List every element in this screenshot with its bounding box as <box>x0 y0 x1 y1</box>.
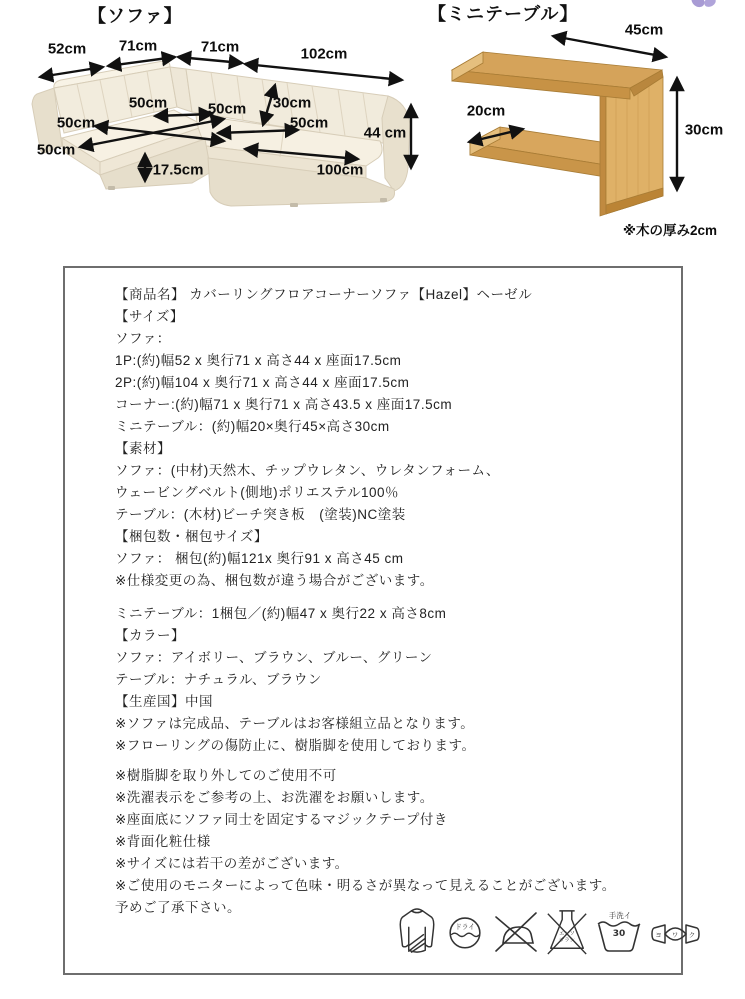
sofa-diagram-title: 【ソファ】 <box>88 6 183 26</box>
no-bleach-icon <box>544 902 590 960</box>
hand-wash-temp: 30 <box>612 929 626 939</box>
spec-line: ミニテーブル：1梱包／(約)幅47 x 奥行22 x 高さ8cm <box>115 606 447 621</box>
product-name-line: 【商品名】 カバーリングフロアコーナーソファ【Hazel】ヘーゼル <box>115 287 533 302</box>
wring-label-2: ワ <box>671 931 679 939</box>
note-line: ※ご使用のモニターによって色味・明るさが異なって見えることがございます。 <box>115 878 616 893</box>
dry-clean-icon <box>442 902 488 960</box>
decoration-petal <box>686 0 720 14</box>
spec-line: テーブル：(木材)ビーチ突き板 (塗装)NC塗装 <box>115 507 406 522</box>
spec-line: ソファ：アイボリー、ブラウン、ブルー、グリーン <box>115 650 433 665</box>
mini-table-diagram-title: 【ミニテーブル】 <box>428 4 579 24</box>
dimension-label: 50cm <box>128 94 168 112</box>
note-line: ※洗濯表示をご参考の上、お洗濯をお願いします。 <box>115 790 434 805</box>
spec-line: コーナー:(約)幅71 x 奥行71 x 高さ43.5 x 座面17.5cm <box>115 397 453 412</box>
spec-line: ミニテーブル：(約)幅20×奥行45×高さ30cm <box>115 419 390 434</box>
note-line: ※背面化粧仕様 <box>115 834 211 849</box>
spec-line: ソファ： 梱包(約)幅121x 奥行91 x 高さ45 cm <box>115 551 404 566</box>
packing-heading: 【梱包数・梱包サイズ】 <box>115 529 268 544</box>
care-icons-row <box>395 902 702 960</box>
note-line: ※樹脂脚を取り外してのご使用不可 <box>115 768 337 783</box>
dimension-label: 50cm <box>289 114 329 132</box>
hand-wash-icon <box>593 902 645 960</box>
mini-table-body <box>452 52 663 216</box>
spec-box <box>63 266 696 975</box>
no-bleach-label-1: エンソ <box>559 930 575 937</box>
note-line: ※ソファは完成品、テーブルはお客様組立品となります。 <box>115 716 475 731</box>
spec-line: 2P:(約)幅104 x 奥行71 x 高さ44 x 座面17.5cm <box>115 375 410 390</box>
no-bleach-label-2: サラシ <box>559 937 575 944</box>
note-line: ※サイズには若干の差がございます。 <box>115 856 349 871</box>
spec-line: 1P:(約)幅52 x 奥行71 x 高さ44 x 座面17.5cm <box>115 353 402 368</box>
dimension-label: 45cm <box>624 21 664 39</box>
dimension-label: 100cm <box>316 161 364 179</box>
note-line: ※フローリングの傷防止に、樹脂脚を使用しております。 <box>115 738 476 753</box>
spec-line: ソファ： <box>115 331 171 346</box>
dimension-label: 50cm <box>207 100 247 118</box>
dimension-label: 102cm <box>300 45 348 63</box>
dimension-label: 44 cm <box>363 124 407 142</box>
country-heading: 【生産国】中国 <box>115 694 213 709</box>
dimension-label: 20cm <box>466 102 506 120</box>
dimension-label: 30cm <box>684 121 724 139</box>
dimension-label: 30cm <box>272 94 312 112</box>
spec-line: ウェービングベルト(側地)ポリエステル100％ <box>115 485 399 500</box>
size-heading: 【サイズ】 <box>115 309 184 324</box>
no-iron-icon <box>491 902 541 960</box>
note-line: ※座面底にソファ同士を固定するマジックテープ付き <box>115 812 448 827</box>
dimension-label: 71cm <box>118 37 158 55</box>
weak-wring-icon <box>648 902 702 960</box>
material-heading: 【素材】 <box>115 441 171 456</box>
dry-clean-label: ドライ <box>455 923 475 932</box>
wring-label-3: ク <box>688 931 696 939</box>
dimension-label: 52cm <box>47 40 87 58</box>
wring-label-1: ヨ <box>655 931 662 939</box>
spec-line: ※仕様変更の為、梱包数が違う場合がございます。 <box>115 573 434 588</box>
garment-icon <box>395 902 439 960</box>
dimension-label: 50cm <box>56 114 96 132</box>
wood-thickness-note: ※木の厚み2cm <box>622 223 718 238</box>
dimension-label: 71cm <box>200 38 240 56</box>
spec-line: ソファ：(中材)天然木、チップウレタン、ウレタンフォーム、 <box>115 463 500 478</box>
hand-wash-label: 手洗イ <box>608 911 632 920</box>
color-heading: 【カラー】 <box>115 628 185 643</box>
dimension-label: 17.5cm <box>152 161 204 179</box>
note-line: 予めご了承下さい。 <box>115 900 241 915</box>
spec-line: テーブル：ナチュラル、ブラウン <box>115 672 322 687</box>
dimension-label: 50cm <box>36 141 76 159</box>
